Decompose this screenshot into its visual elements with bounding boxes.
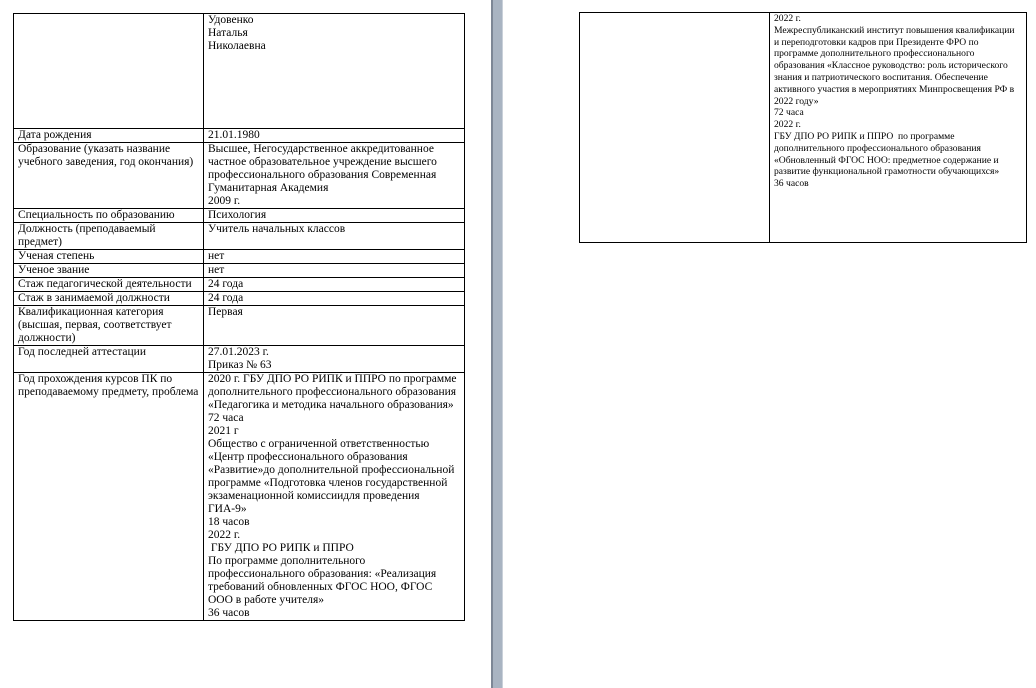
row-label: Ученая степень <box>14 250 204 264</box>
courses-list-continued <box>770 13 1027 243</box>
table-row <box>14 306 465 346</box>
course-line: 2022 г. <box>774 119 801 131</box>
row-label: Ученое звание <box>14 264 204 278</box>
row-value: Психология <box>204 209 465 223</box>
course-line: 2022 г. <box>774 13 801 24</box>
course-line: 2021 г <box>208 425 239 437</box>
attestation-order: Приказ № 63 <box>208 359 272 371</box>
name-line: Николаевна <box>208 40 266 52</box>
table-row <box>14 346 465 373</box>
continuation-table <box>579 12 1027 243</box>
row-label: Год прохождения курсов ПК по преподаваемому предмету, проблема <box>14 373 204 621</box>
row-value: Первая <box>204 306 465 346</box>
row-value: 24 года <box>204 278 465 292</box>
course-line: По программе дополнительного профессионального образования: «Реализация требований обновленных ФГОС НОО, ФГОС ООО в работе учителя» <box>208 555 440 606</box>
name-line: Удовенко <box>208 14 254 26</box>
row-value: 24 года <box>204 292 465 306</box>
name-line: Наталья <box>208 27 248 39</box>
page-separator <box>491 0 503 688</box>
course-line: 2020 г. ГБУ ДПО РО РИПК и ППРО по программе дополнительного профессионального образования «Педагогика и методика начального образования» <box>208 373 460 411</box>
course-line: 36 часов <box>774 178 809 190</box>
row-value <box>204 346 465 373</box>
table-row <box>580 13 1027 243</box>
course-line: ГБУ ДПО РО РИПК и ППРО по программе дополнительного профессионального образования «Обновленный ФГОС НОО: предметное содержание и развитие функциональной грамотности обучающихся» <box>774 130 1002 178</box>
table-row <box>14 292 465 306</box>
table-row <box>14 143 465 209</box>
course-line: 2022 г. <box>208 529 241 541</box>
row-label: Стаж педагогической деятельности <box>14 278 204 292</box>
row-label: Стаж в занимаемой должности <box>14 292 204 306</box>
row-value: Учитель начальных классов <box>204 223 465 250</box>
profile-table <box>13 13 465 621</box>
name-row <box>14 14 465 129</box>
continuation-empty-cell <box>580 13 770 243</box>
name-empty-cell <box>14 14 204 129</box>
row-label: Должность (преподаваемый предмет) <box>14 223 204 250</box>
row-label: Квалификационная категория (высшая, первая, соответствует должности) <box>14 306 204 346</box>
document-page-right <box>503 0 1036 688</box>
document-page-left <box>0 0 491 688</box>
row-label: Специальность по образованию <box>14 209 204 223</box>
table-row <box>14 129 465 143</box>
course-line: 72 часа <box>774 107 804 119</box>
table-row <box>14 373 465 621</box>
row-label: Дата рождения <box>14 129 204 143</box>
courses-list <box>204 373 465 621</box>
table-row <box>14 264 465 278</box>
course-line: ГБУ ДПО РО РИПК и ППРО <box>208 542 354 554</box>
table-row <box>14 278 465 292</box>
course-line: Межреспубликанский институт повышения квалификации и переподготовки кадров при Президенте ФРО по программе дополнительного профессионального образования «Классное руководство: роль исторического знания и патриотического воспитания. Обеспечение активного участия в мероприятиях Минпросвещения РФ в 2022 году» <box>774 24 1020 107</box>
full-name <box>204 14 465 129</box>
course-line: 36 часов <box>208 607 250 619</box>
attestation-date: 27.01.2023 г. <box>208 346 269 358</box>
row-value: нет <box>204 250 465 264</box>
table-row <box>14 209 465 223</box>
row-value: нет <box>204 264 465 278</box>
separator-shadow <box>491 0 493 688</box>
course-line: Общество с ограниченной ответственностью «Центр профессионального образования «Развитие»до дополнительной профессиональной программе «Подготовка членов государственной экзаменационной комиссиидля проведения ГИА-9» <box>208 438 458 515</box>
education-text: Высшее, Негосударственное аккредитованное частное образовательное учреждение высшего профессионального образования Современная Гуманитарная Академия <box>208 143 440 194</box>
row-label: Год последней аттестации <box>14 346 204 373</box>
education-year: 2009 г. <box>208 195 241 207</box>
row-value <box>204 143 465 209</box>
table-row <box>14 250 465 264</box>
table-row <box>14 223 465 250</box>
course-line: 18 часов <box>208 516 250 528</box>
row-value: 21.01.1980 <box>204 129 465 143</box>
course-line: 72 часа <box>208 412 244 424</box>
row-label: Образование (указать название учебного заведения, год окончания) <box>14 143 204 209</box>
